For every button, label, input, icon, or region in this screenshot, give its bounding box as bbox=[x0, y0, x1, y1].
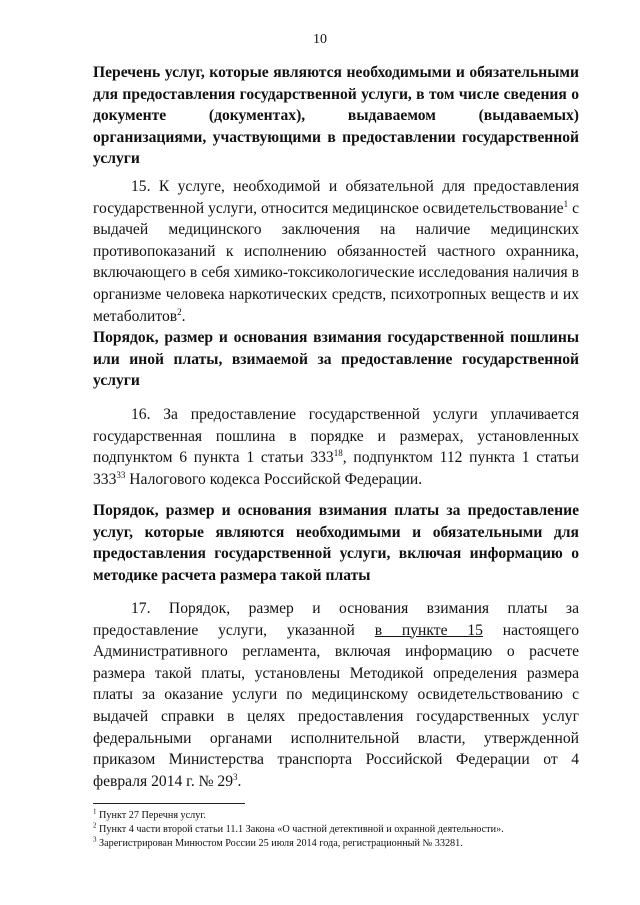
paragraph-15: 15. К услуге, необходимой и обязательной для предоставления государственной услуги, относится медицинское освидетельствование$^1$ с выдачей медицинского заключения на наличие медицинских противопоказаний к исполнению обязанностей частного охранника, включающего в себя химико-токсикологические исследования наличия в организме человека наркотических средств, психотропных веществ и их метаболитов$^2$. bbox=[93, 178, 579, 325]
footnote-1: $^1$ Пункт 27 Перечня услуг. bbox=[93, 807, 206, 821]
footnote-ref-1[interactable]: 1 bbox=[563, 198, 569, 209]
footnote-ref-2[interactable]: 2 bbox=[177, 306, 182, 317]
article-superscript-33: 33 bbox=[116, 469, 126, 480]
paragraph-16: 16. За предоставление государственной услуги уплачивается государственная пошлина в порядке и размерах, установленных подпунктом 6 пункта 1 статьи $333^{18}$, подпунктом 112 пункта 1 статьи $333^{33}$ Налогового кодекса Российской Федерации. bbox=[93, 406, 579, 488]
heading-required-services: Перечень услуг, которые являются необходимыми и обязательными для предоставления государственной услуги, в том числе сведения о документе (документах), выдаваемом (выдаваемых) организациями, участвующими в предоставлении государственной услуги bbox=[93, 64, 579, 168]
footnote-separator bbox=[93, 803, 245, 804]
footnote-ref-3[interactable]: 3 bbox=[233, 771, 238, 782]
heading-state-fee: Порядок, размер и основания взимания государственной пошлины или иной платы, взимаемой за предоставление государственной услуги bbox=[93, 329, 579, 390]
paragraph-17: 17. Порядок, размер и основания взимания платы за предоставление услуги, указанной в пункте 15 настоящего Административного регламента, включая информацию о расчете размера такой платы, установлены Методикой определения размера платы за оказание услуги по медицинскому освидетельствованию с выдачей справки в целях предоставления государственных услуг федеральными органами исполнительной власти, утвержденной приказом Министерства транспорта Российской Федерации от 4 февраля 2014 г. № $29^3$. bbox=[93, 600, 579, 790]
footnotes bbox=[93, 809, 593, 851]
page-number: 10 bbox=[313, 32, 327, 47]
link-point-15[interactable]: в пункте 15 bbox=[374, 621, 483, 639]
heading-fee-methodology: Порядок, размер и основания взимания платы за предоставление услуг, которые являются необходимыми и обязательными для предоставления государственной услуги, включая информацию о методике расчета размера такой платы bbox=[93, 502, 579, 584]
footnote-2: $^2$ Пункт 4 части второй статьи 11.1 Закона «О частной детективной и охранной деятельности». bbox=[93, 821, 504, 835]
footnote-3: $^3$ Зарегистрирован Минюстом России 25 июля 2014 года, регистрационный № 33281. bbox=[93, 835, 463, 849]
article-superscript-18: 18 bbox=[333, 448, 343, 458]
